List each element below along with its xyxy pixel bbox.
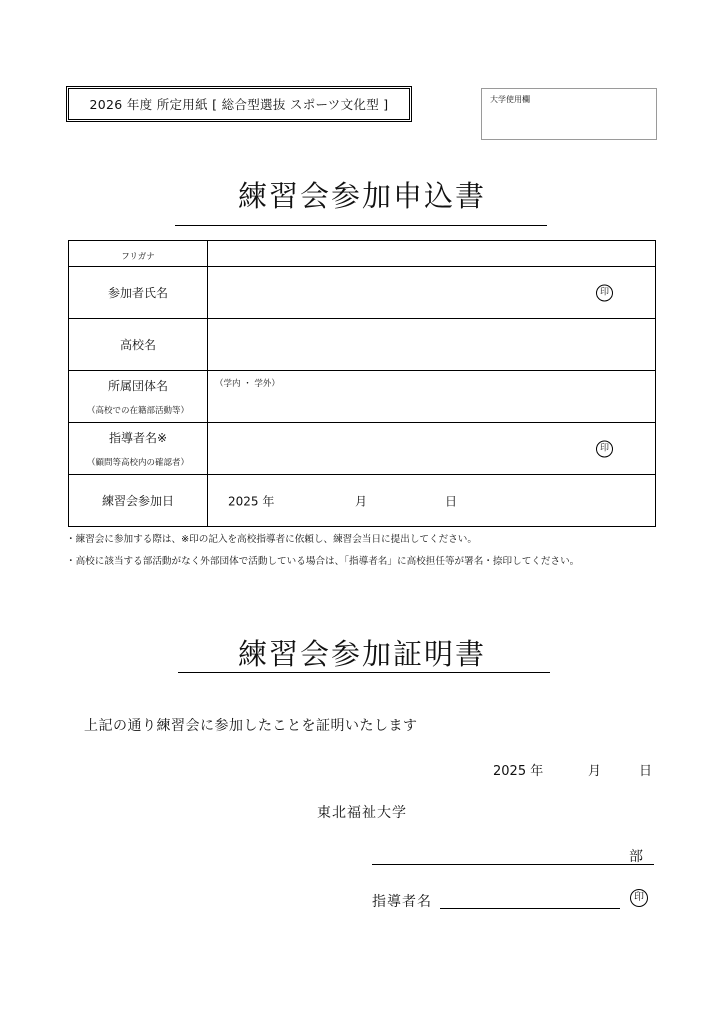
department-suffix: 部 <box>629 849 643 865</box>
application-title-underline <box>175 225 547 226</box>
label-participant-name: 参加者氏名 <box>107 286 168 300</box>
row-participant-name <box>69 267 656 319</box>
form-type-text: 2026 年度 所定用紙 [ 総合型選抜 スポーツ文化型 ] <box>89 97 389 112</box>
field-practice-date[interactable] <box>208 475 656 527</box>
row-practice-date <box>69 475 656 527</box>
certificate-date-month: 月 <box>588 764 602 779</box>
note-1: ・練習会に参加する際は、※印の記入を高校指導者に依頼し、練習会当日に提出してください。 <box>66 534 477 545</box>
field-organization[interactable] <box>208 371 656 423</box>
date-month: 月 <box>355 494 368 508</box>
field-school-name[interactable] <box>208 319 656 371</box>
label-organization-sub: （高校での在籍部活動等） <box>86 406 189 416</box>
date-day: 日 <box>445 494 458 508</box>
row-organization <box>69 371 656 423</box>
seal-icon: 印 <box>596 284 613 301</box>
department-signature-line[interactable] <box>372 864 654 865</box>
form-type-label <box>66 86 412 122</box>
field-instructor[interactable] <box>208 423 656 475</box>
university-use-label: 大学使用欄 <box>490 95 530 104</box>
field-furigana[interactable] <box>208 241 656 267</box>
instructor-signature-line[interactable] <box>440 908 620 909</box>
organization-note: （学内 ・ 学外） <box>215 379 280 389</box>
certificate-statement: 上記の通り練習会に参加したことを証明いたします <box>84 718 418 734</box>
label-instructor-sub: （顧問等高校内の確認者） <box>86 458 189 468</box>
certificate-title-underline <box>178 672 550 673</box>
row-school-name <box>69 319 656 371</box>
certificate-date-day: 日 <box>639 764 653 779</box>
university-use-box <box>481 88 657 140</box>
application-form-table <box>68 240 656 527</box>
label-furigana: フリガナ <box>121 252 155 262</box>
label-organization: 所属団体名 <box>107 379 168 393</box>
label-school-name: 高校名 <box>119 338 156 352</box>
row-instructor <box>69 423 656 475</box>
row-furigana <box>69 241 656 267</box>
note-2: ・高校に該当する部活動がなく外部団体で活動している場合は、「指導者名」に高校担任等が署名・捺印してください。 <box>66 556 580 567</box>
label-instructor: 指導者名※ <box>108 431 168 445</box>
field-participant-name[interactable] <box>208 267 656 319</box>
certificate-title: 練習会参加証明書 <box>237 637 486 671</box>
label-practice-date: 練習会参加日 <box>101 494 174 508</box>
seal-icon: 印 <box>596 440 613 457</box>
seal-icon: 印 <box>630 889 648 907</box>
certificate-date-year: 2025 年 <box>493 764 544 779</box>
instructor-label: 指導者名 <box>372 894 432 910</box>
application-title: 練習会参加申込書 <box>237 179 486 213</box>
date-year: 2025 年 <box>228 494 275 508</box>
university-name: 東北福祉大学 <box>317 805 407 821</box>
